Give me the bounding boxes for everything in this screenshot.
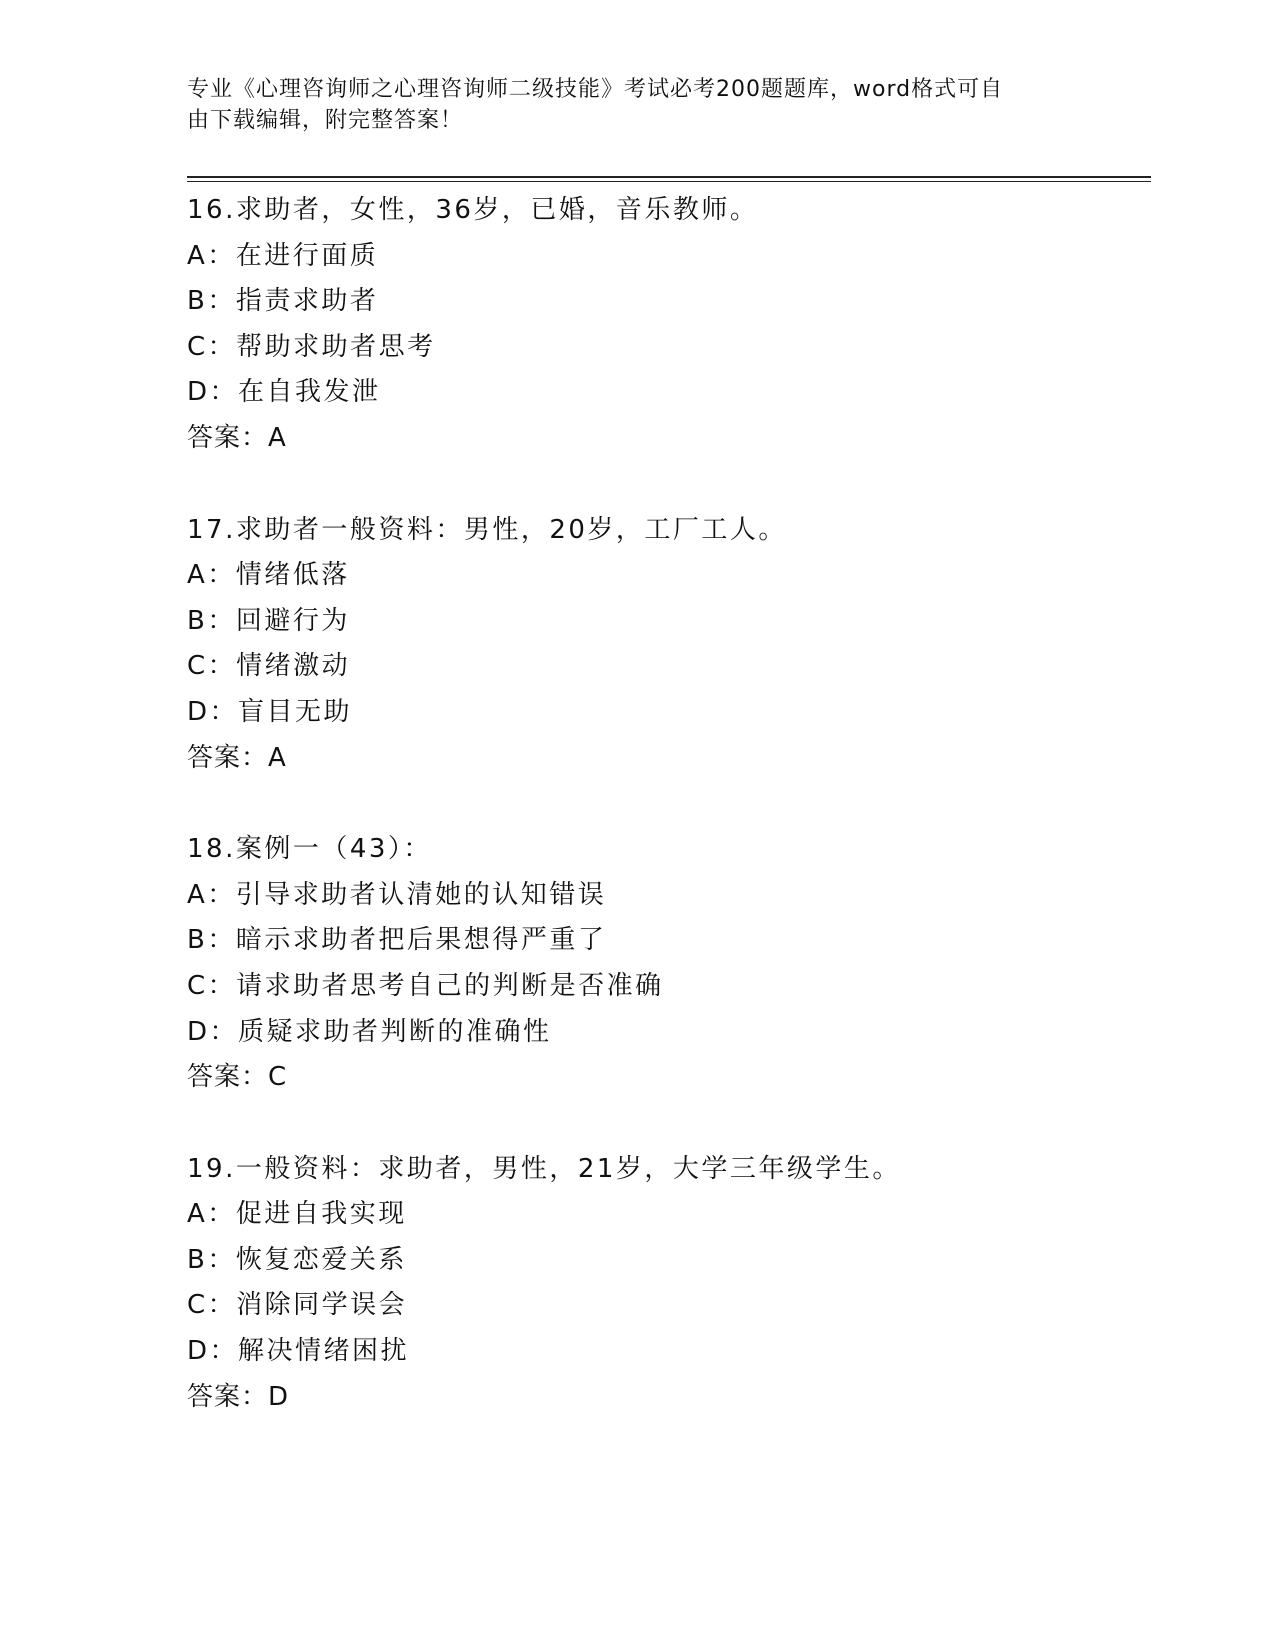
option-b: B：回避行为	[187, 605, 350, 636]
document-header	[187, 74, 1067, 136]
option-b: B：暗示求助者把后果想得严重了	[187, 925, 607, 956]
option-b: B：恢复恋爱关系	[187, 1244, 407, 1275]
header-line-1: 专业《心理咨询师之心理咨询师二级技能》考试必考200题题库，word格式可自	[187, 77, 1004, 102]
option-a: A：情绪低落	[187, 560, 350, 591]
question-18	[187, 827, 1147, 1101]
option-d: D：在自我发泄	[187, 377, 381, 408]
answer-line: 答案：C	[187, 1062, 288, 1093]
option-d: D：盲目无助	[187, 696, 353, 727]
question-stem: 18.案例一（43）：	[187, 834, 432, 865]
option-c: C：帮助求助者思考	[187, 331, 436, 362]
header-divider-thick	[187, 176, 1151, 178]
header-line-2: 由下载编辑，附完整答案！	[187, 108, 464, 133]
question-stem: 17.求助者一般资料：男性，20岁，工厂工人。	[187, 514, 787, 545]
option-b: B：指责求助者	[187, 286, 379, 317]
question-16	[187, 188, 1147, 462]
question-19	[187, 1147, 1147, 1421]
answer-line: 答案：A	[187, 422, 287, 453]
option-d: D：解决情绪困扰	[187, 1336, 410, 1367]
question-stem: 16.求助者，女性，36岁，已婚，音乐教师。	[187, 195, 759, 225]
option-c: C：消除同学误会	[187, 1290, 408, 1321]
question-17	[187, 508, 1147, 782]
option-d: D：质疑求助者判断的准确性	[187, 1016, 552, 1047]
option-c: C：情绪激动	[187, 651, 351, 682]
header-divider-thin	[187, 181, 1151, 182]
answer-line: 答案：D	[187, 1381, 290, 1412]
question-stem: 19.一般资料：求助者，男性，21岁，大学三年级学生。	[187, 1153, 901, 1184]
option-a: A：引导求助者认清她的认知错误	[187, 879, 607, 910]
answer-line: 答案：A	[187, 742, 287, 773]
question-list	[187, 188, 1147, 1466]
option-a: A：在进行面质	[187, 240, 379, 271]
option-a: A：促进自我实现	[187, 1199, 407, 1230]
option-c: C：请求助者思考自己的判断是否准确	[187, 970, 664, 1001]
